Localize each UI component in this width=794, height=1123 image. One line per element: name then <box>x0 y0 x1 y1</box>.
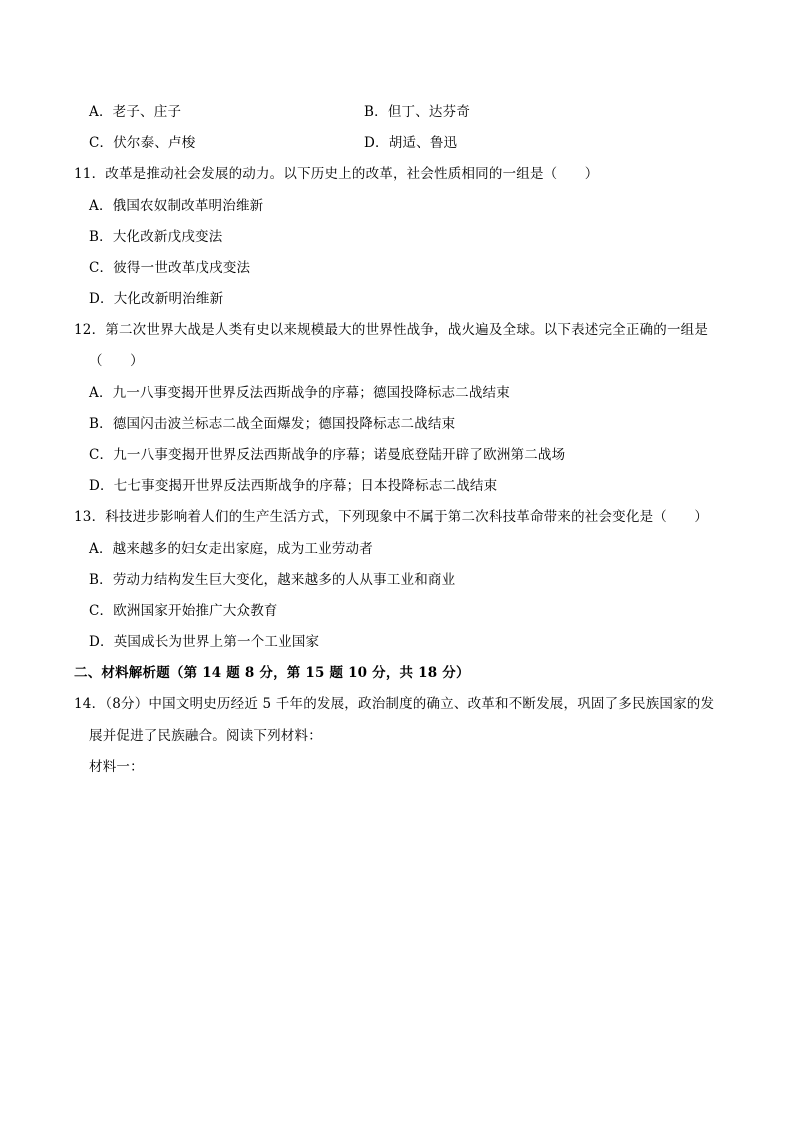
q14-stem-continued: 展并促进了民族融合。阅读下列材料： <box>89 728 322 744</box>
q13-stem: 13．科技进步影响着人们的生产生活方式，下列现象中不属于第二次科技革命带来的社会变化是（ ） <box>74 509 709 525</box>
q13-option-c: C．欧洲国家开始推广大众教育 <box>89 603 278 619</box>
q11-option-d: D．大化改新明治维新 <box>89 291 224 307</box>
q13-option-d: D．英国成长为世界上第一个工业国家 <box>89 634 320 650</box>
q14-stem: 14．（8分）中国文明史历经近 5 千年的发展，政治制度的确立、改革和不断发展，巩固了多民族国家的发 <box>74 696 715 712</box>
q12-stem: 12．第二次世界大战是人类有史以来规模最大的世界性战争，战火遍及全球。以下表述完全正确的一组是 <box>74 322 709 338</box>
q12-option-b: B．德国闪击波兰标志二战全面爆发；德国投降标志二战结束 <box>89 416 456 432</box>
q11-stem: 11．改革是推动社会发展的动力。以下历史上的改革，社会性质相同的一组是（ ） <box>74 166 599 182</box>
q13-option-a: A．越来越多的妇女走出家庭，成为工业劳动者 <box>89 541 373 557</box>
q10-option-a: A．老子、庄子 <box>89 104 182 120</box>
q12-option-a: A．九一八事变揭开世界反法西斯战争的序幕；德国投降标志二战结束 <box>89 385 510 401</box>
section-heading: 二、材料解析题（第 14 题 8 分，第 15 题 10 分，共 18 分） <box>74 665 470 681</box>
q13-option-b: B．劳动力结构发生巨大变化，越来越多的人从事工业和商业 <box>89 572 456 588</box>
q11-option-b: B．大化改新戊戌变法 <box>89 229 223 245</box>
q12-option-d: D．七七事变揭开世界反法西斯战争的序幕；日本投降标志二战结束 <box>89 478 498 494</box>
q10-option-b: B．但丁、达芬奇 <box>364 104 471 120</box>
q12-option-c: C．九一八事变揭开世界反法西斯战争的序幕；诺曼底登陆开辟了欧洲第二战场 <box>89 447 566 463</box>
q10-option-c: C．伏尔泰、卢梭 <box>89 135 196 151</box>
q14-material-label: 材料一： <box>89 759 144 775</box>
q12-stem-continued: （ ） <box>89 353 144 369</box>
q10-option-d: D．胡适、鲁迅 <box>364 135 458 151</box>
q11-option-c: C．彼得一世改革戊戌变法 <box>89 260 251 276</box>
q11-option-a: A．俄国农奴制改革明治维新 <box>89 198 264 214</box>
